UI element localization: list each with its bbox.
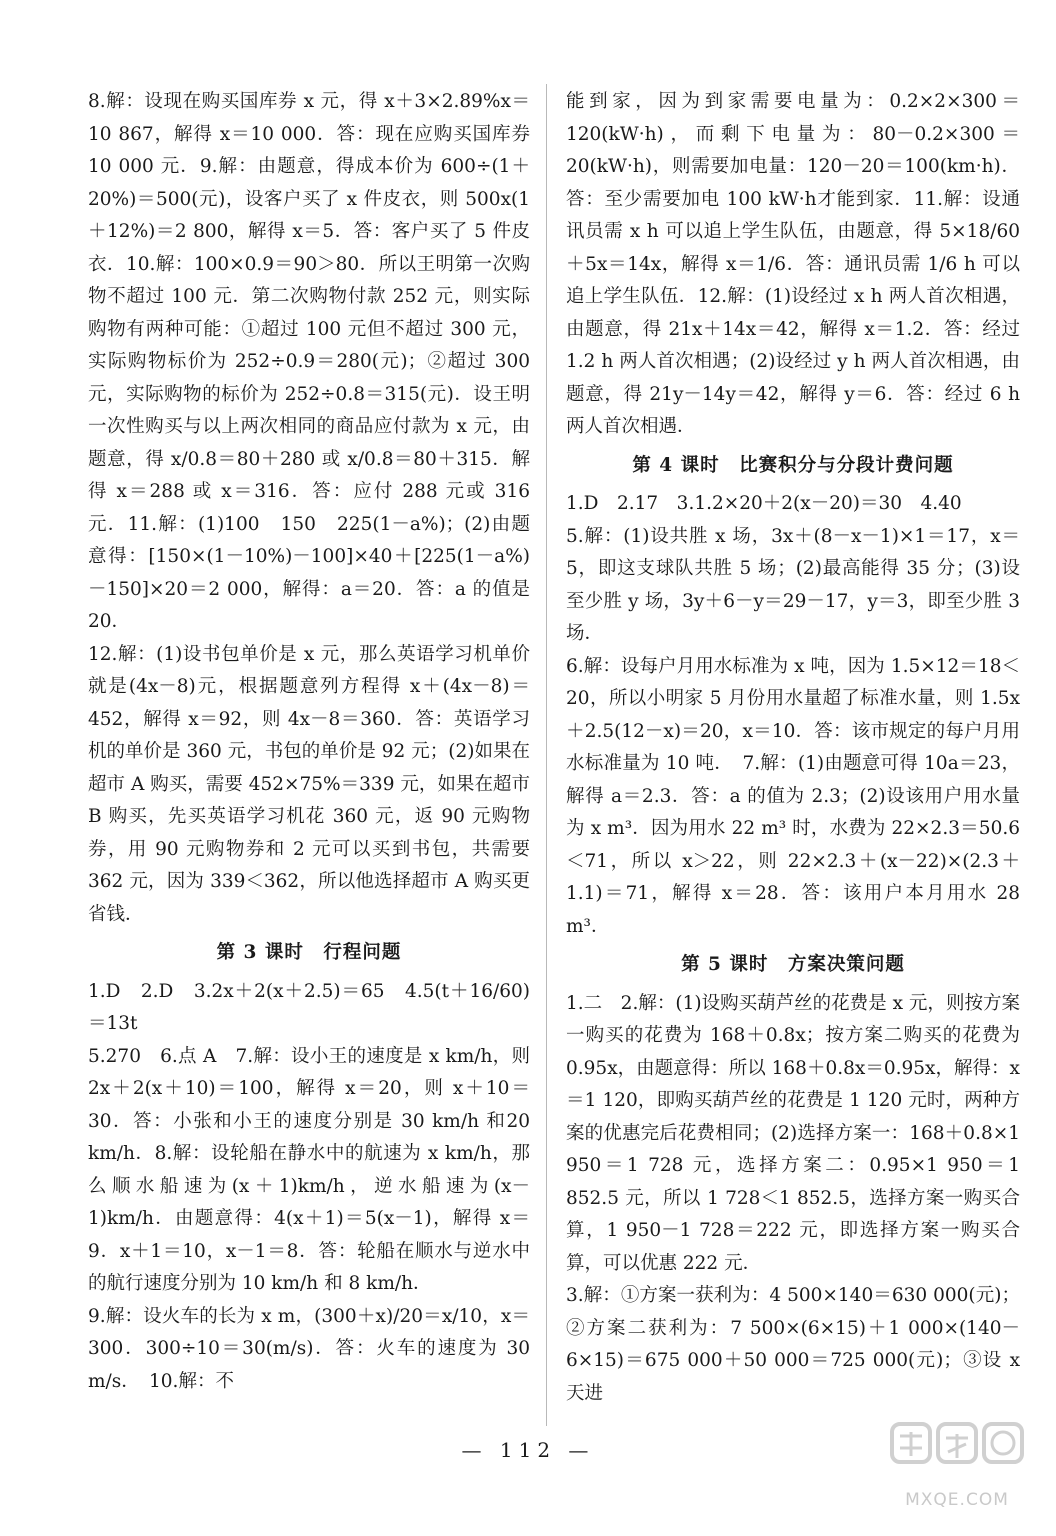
answer-paragraph: 能到家，因为到家需要电量为：0.2×2×300＝120(kW·h)，而剩下电量为：80－0.2×300＝20(kW·h)，则需要加电量：120－20＝100(km·h)．答：至少需要加电 100 kW·h才能到家．11.解：设通讯员需 x h 可以追上学生队伍，由题意，得 5×18/60＋5x＝14x，解得 x＝1/6．答：通讯员需 1/6 h 可以追上学生队伍．12.解：(1)设经过 x h 两人首次相遇，由题意，得 21x＋14x＝42，解得 x＝1.2．答：经过 1.2 h 两人首次相遇；(2)设经过 y h 两人首次相遇，由题意，得 21y－14y＝42，解得 y＝6．答：经过 6 h 两人首次相遇． [566,91,1026,437]
answer-paragraph: 9.解：设火车的长为 x m，(300＋x)/20＝x/10，x＝300．300÷10＝30(m/s)．答：火车的速度为 30 m/s． 10.解：不 [88,1305,536,1392]
watermark-logo [882,1418,1032,1510]
answer-paragraph: 1.D 2.17 3.1.2×20＋2(x－20)＝30 4.40 [566,493,962,514]
answer-paragraph: 5.270 6.点 A 7.解：设小王的速度是 x km/h，则 2x＋2(x＋10)＝100，解得 x＝20，则 x＋10＝30．答：小张和小王的速度分别是 30 km/h 和20 km/h．8.解：设轮船在静水中的航速为 x km/h，那么顺水船速为(x＋1)km/h，逆水船速为(x－1)km/h．由题意得：4(x＋1)＝5(x－1)，解得 x＝9．x＋1＝10，x－1＝8．答：轮船在顺水与逆水中的航行速度分别为 10 km/h 和 8 km/h． [88,1045,536,1294]
answer-paragraph: 5.解：(1)设共胜 x 场，3x＋(8－x－1)×1＝17，x＝5，即这支球队共胜 5 场；(2)最高能得 35 分；(3)设至少胜 y 场，3y＋6－y＝29－17，y＝3，即至少胜 3 场． [566,525,1026,644]
watermark-stamp-icon [882,1418,1032,1488]
watermark-text: MXQE.COM [905,1490,1009,1510]
answer-paragraph: 8.解：设现在购买国库券 x 元，得 x＋3×2.89%x＝10 867，解得 x＝10 000．答：现在应购买国库券 10 000 元．9.解：由题意，得成本价为 600÷(1＋20%)＝500(元)，设客户买了 x 件皮衣，则 500x(1＋12%)＝2 800，解得 x＝5．答：客户买了 5 件皮衣．10.解：100×0.9＝90＞80．所以王明第一次购物不超过 100 元．第二次购物付款 252 元，则实际购物有两种可能：①超过 100 元但不超过 300 元，实际购物标价为 252÷0.9＝280(元)；②超过 300 元，实际购物的标价为 252÷0.8＝315(元)．设王明一次性购买与以上两次相同的商品应付款为 x 元，由题意，得 x/0.8＝80＋280 或 x/0.8＝80＋315．解得 x＝288 或 x＝316．答：应付 288 元或 316 元．11.解：(1)100 150 225(1－a%)；(2)由题意得：[150×(1－10%)－100]×40＋[225(1－a%)－150]×20＝2 000，解得：a＝20．答：a 的值是 20． [88,91,536,632]
answer-paragraph: 6.解：设每户月用水标准为 x 吨，因为 1.5×12＝18＜20，所以小明家 5 月份用水量超了标准水量，则 1.5x＋2.5(12－x)＝20，x＝10．答：该市规定的每户月用水标准量为 10 吨． 7.解：(1)由题意可得 10a＝23，解得 a＝2.3．答：a 的值为 2.3；(2)设该用户用水量为 x m³．因为用水 22 m³ 时，水费为 22×2.3＝50.6＜71，所以 x＞22，则 22×2.3＋(x－22)×(2.3＋1.1)＝71，解得 x＝28．答：该用户本月用水 28 m³． [566,655,1026,937]
column-divider [546,84,547,1426]
answer-paragraph: 1.D 2.D 3.2x＋2(x＋2.5)＝65 4.5(t＋16/60)＝13t [88,980,530,1034]
answer-paragraph: 3.解：①方案一获利为：4 500×140＝630 000(元)；②方案二获利为：7 500×(6×15)＋1 000×(140－6×15)＝675 000＋50 000＝725 000(元)；③设 x 天进 [566,1285,1026,1404]
right-column [566,86,1026,1410]
left-column [88,86,536,1398]
answer-paragraph: 12.解：(1)设书包单价是 x 元，那么英语学习机单价就是(4x－8)元，根据题意列方程得 x＋(4x－8)＝452，解得 x＝92，则 4x－8＝360．答：英语学习机的单价是 360 元，书包的单价是 92 元；(2)如果在超市 A 购买，需要 452×75%＝339 元，如果在超市 B 购买，先买英语学习机花 360 元，返 90 元购物券，用 90 元购物券和 2 元可以买到书包，共需要 362 元，因为 339＜362，所以他选择超市 A 购买更省钱． [88,643,536,925]
section-title-lesson-4: 第 4 课时 比赛积分与分段计费问题 [632,454,954,476]
section-title-lesson-3: 第 3 课时 行程问题 [216,942,402,963]
answer-paragraph: 1.二 2.解：(1)设购买葫芦丝的花费是 x 元，则按方案一购买的花费为 168＋0.8x；按方案二购买的花费为 0.95x，由题意得：所以 168＋0.8x＝0.95x，解得：x＝1 120，即购买葫芦丝的花费是 1 120 元时，两种方案的优惠完后花费相同；(2)选择方案一：168＋0.8×1 950＝1 728 元，选择方案二：0.95×1 950＝1 852.5 元，所以 1 728＜1 852.5，选择方案一购买合算，1 950－1 728＝222 元，即选择方案一购买合算，可以优惠 222 元． [566,992,1026,1274]
page-number: — 112 — [461,1438,595,1462]
section-title-lesson-5: 第 5 课时 方案决策问题 [681,954,905,975]
